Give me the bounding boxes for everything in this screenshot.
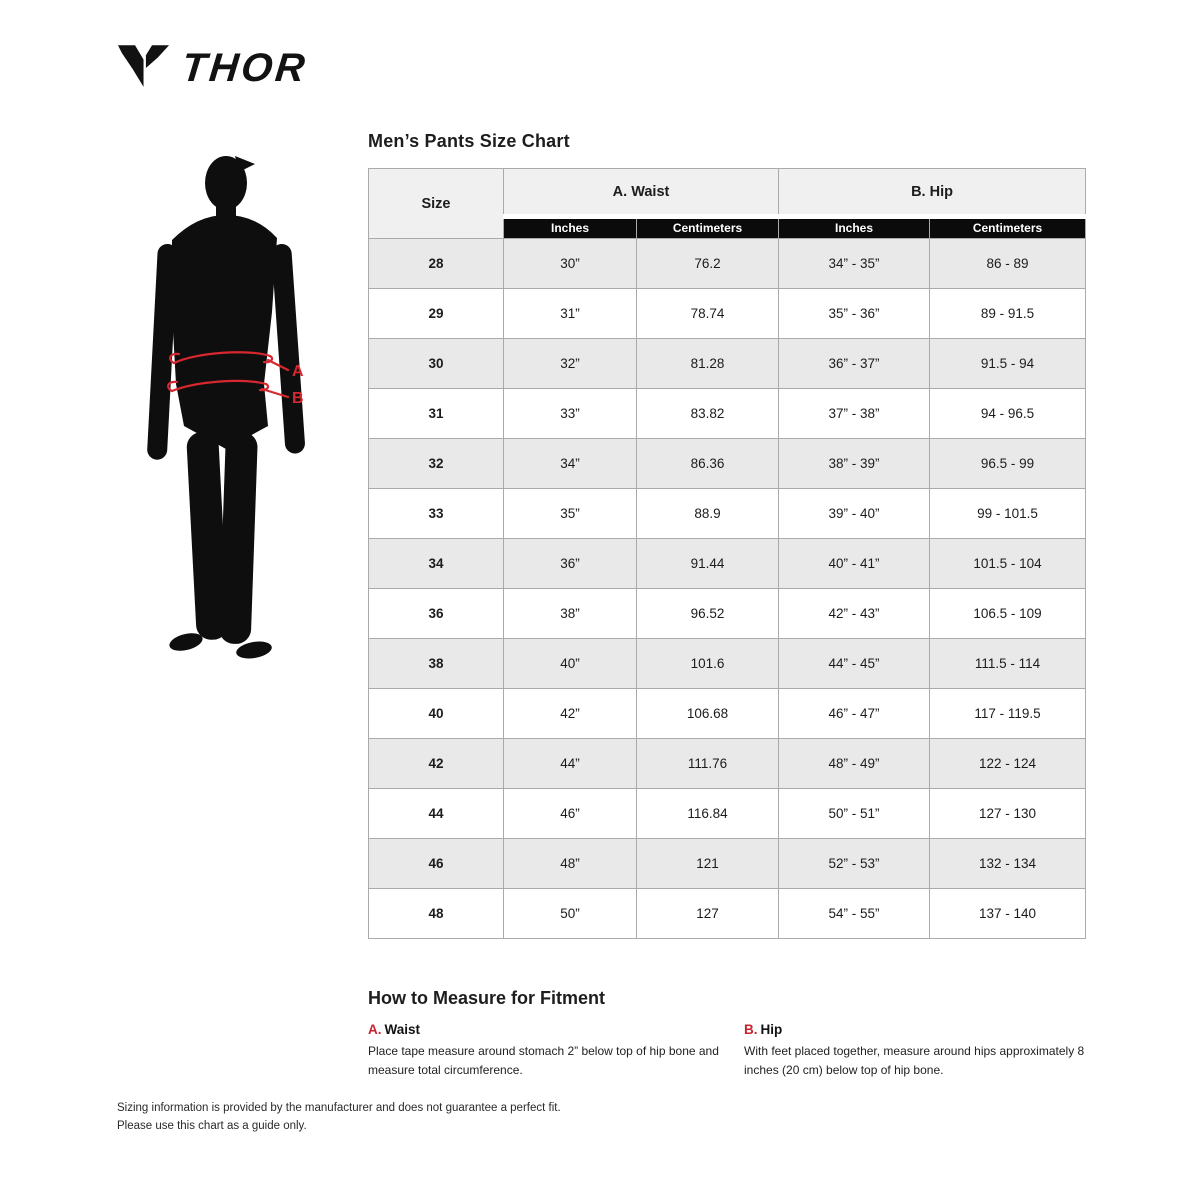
cell-hip-inches: 36” - 37”: [779, 339, 930, 389]
cell-hip-inches: 39” - 40”: [779, 489, 930, 539]
cell-size: 36: [369, 589, 504, 639]
measure-hip-heading: [744, 1022, 1085, 1037]
measure-waist-heading: [368, 1022, 720, 1037]
measure-a-prefix: A.: [368, 1022, 382, 1037]
figure-torso: [172, 215, 277, 449]
cell-hip-centimeters: 106.5 - 109: [930, 589, 1086, 639]
column-group-hip: B. Hip: [779, 169, 1086, 217]
table-row: [369, 439, 1086, 489]
cell-hip-inches: 37” - 38”: [779, 389, 930, 439]
size-chart-table: [368, 168, 1086, 939]
figure-label-a: A: [292, 363, 304, 380]
cell-hip-inches: 52” - 53”: [779, 839, 930, 889]
cell-waist-inches: 32”: [504, 339, 637, 389]
cell-waist-centimeters: 81.28: [637, 339, 779, 389]
table-row: [369, 789, 1086, 839]
cell-size: 46: [369, 839, 504, 889]
cell-size: 32: [369, 439, 504, 489]
table-row: [369, 289, 1086, 339]
cell-waist-inches: 34”: [504, 439, 637, 489]
cell-waist-centimeters: 96.52: [637, 589, 779, 639]
cell-waist-centimeters: 111.76: [637, 739, 779, 789]
table-row: [369, 889, 1086, 939]
measure-b-prefix: B.: [744, 1022, 758, 1037]
cell-size: 48: [369, 889, 504, 939]
cell-waist-centimeters: 101.6: [637, 639, 779, 689]
cell-size: 34: [369, 539, 504, 589]
measure-waist-block: [368, 1022, 720, 1079]
table-row: [369, 339, 1086, 389]
cell-hip-centimeters: 94 - 96.5: [930, 389, 1086, 439]
cell-waist-centimeters: 76.2: [637, 239, 779, 289]
disclaimer: [117, 1100, 561, 1136]
figure-label-b: B: [292, 390, 304, 407]
cell-waist-inches: 31”: [504, 289, 637, 339]
measure-a-text: Place tape measure around stomach 2” below top of hip bone and measure total circumference.: [368, 1044, 719, 1077]
table-row: [369, 739, 1086, 789]
cell-waist-centimeters: 127: [637, 889, 779, 939]
measure-b-label: Hip: [760, 1022, 783, 1037]
cell-waist-inches: 40”: [504, 639, 637, 689]
cell-waist-centimeters: 91.44: [637, 539, 779, 589]
cell-hip-inches: 54” - 55”: [779, 889, 930, 939]
subheader-hip-inches: Inches: [779, 217, 930, 239]
measure-b-text: With feet placed together, measure around hips approximately 8 inches (20 cm) below top of hip bone.: [744, 1044, 1085, 1077]
subheader-waist-inches: Inches: [504, 217, 637, 239]
subheader-hip-centimeters: Centimeters: [930, 217, 1086, 239]
cell-waist-inches: 35”: [504, 489, 637, 539]
cell-waist-centimeters: 121: [637, 839, 779, 889]
cell-hip-centimeters: 117 - 119.5: [930, 689, 1086, 739]
cell-waist-centimeters: 106.68: [637, 689, 779, 739]
cell-size: 42: [369, 739, 504, 789]
cell-waist-inches: 46”: [504, 789, 637, 839]
cell-hip-centimeters: 86 - 89: [930, 239, 1086, 289]
cell-waist-inches: 30”: [504, 239, 637, 289]
cell-waist-inches: 50”: [504, 889, 637, 939]
cell-hip-centimeters: 111.5 - 114: [930, 639, 1086, 689]
cell-size: 29: [369, 289, 504, 339]
cell-size: 40: [369, 689, 504, 739]
cell-hip-inches: 46” - 47”: [779, 689, 930, 739]
cell-waist-centimeters: 86.36: [637, 439, 779, 489]
cell-size: 33: [369, 489, 504, 539]
cell-waist-inches: 36”: [504, 539, 637, 589]
cell-waist-inches: 42”: [504, 689, 637, 739]
cell-waist-centimeters: 116.84: [637, 789, 779, 839]
cell-hip-inches: 42” - 43”: [779, 589, 930, 639]
cell-size: 31: [369, 389, 504, 439]
measure-hip-block: [744, 1022, 1085, 1079]
subheader-waist-centimeters: Centimeters: [637, 217, 779, 239]
cell-hip-centimeters: 91.5 - 94: [930, 339, 1086, 389]
table-row: [369, 389, 1086, 439]
cell-hip-inches: 44” - 45”: [779, 639, 930, 689]
cell-hip-inches: 34” - 35”: [779, 239, 930, 289]
column-group-waist: A. Waist: [504, 169, 779, 217]
howto-section: [368, 1022, 1085, 1079]
cell-size: 30: [369, 339, 504, 389]
table-row: [369, 489, 1086, 539]
howto-title: How to Measure for Fitment: [368, 988, 606, 1008]
brand-logo: [118, 44, 310, 92]
cell-size: 28: [369, 239, 504, 289]
table-row: [369, 689, 1086, 739]
cell-hip-inches: 35” - 36”: [779, 289, 930, 339]
cell-hip-centimeters: 137 - 140: [930, 889, 1086, 939]
cell-waist-inches: 33”: [504, 389, 637, 439]
chart-title: Men’s Pants Size Chart: [368, 131, 570, 151]
table-group-header-row: [369, 169, 1086, 217]
cell-waist-inches: 38”: [504, 589, 637, 639]
cell-hip-centimeters: 96.5 - 99: [930, 439, 1086, 489]
cell-hip-inches: 40” - 41”: [779, 539, 930, 589]
cell-waist-inches: 48”: [504, 839, 637, 889]
measure-a-label: Waist: [384, 1022, 421, 1037]
cell-hip-centimeters: 101.5 - 104: [930, 539, 1086, 589]
table-row: [369, 639, 1086, 689]
cell-waist-centimeters: 78.74: [637, 289, 779, 339]
thor-horns-icon: [118, 44, 170, 92]
cell-hip-inches: 38” - 39”: [779, 439, 930, 489]
cell-waist-inches: 44”: [504, 739, 637, 789]
cell-size: 44: [369, 789, 504, 839]
cell-hip-inches: 48” - 49”: [779, 739, 930, 789]
table-row: [369, 589, 1086, 639]
cell-hip-centimeters: 99 - 101.5: [930, 489, 1086, 539]
table-row: [369, 239, 1086, 289]
cell-hip-inches: 50” - 51”: [779, 789, 930, 839]
cell-hip-centimeters: 122 - 124: [930, 739, 1086, 789]
column-header-size: Size: [369, 169, 504, 239]
table-row: [369, 539, 1086, 589]
disclaimer-line-2: Please use this chart as a guide only.: [117, 1119, 307, 1132]
cell-waist-centimeters: 88.9: [637, 489, 779, 539]
cell-hip-centimeters: 132 - 134: [930, 839, 1086, 889]
disclaimer-line-1: Sizing information is provided by the manufacturer and does not guarantee a perfect fit.: [117, 1102, 561, 1114]
cell-waist-centimeters: 83.82: [637, 389, 779, 439]
cell-hip-centimeters: 89 - 91.5: [930, 289, 1086, 339]
cell-size: 38: [369, 639, 504, 689]
table-row: [369, 839, 1086, 889]
brand-name: THOR: [179, 46, 310, 90]
cell-hip-centimeters: 127 - 130: [930, 789, 1086, 839]
male-silhouette-figure: [142, 152, 342, 667]
